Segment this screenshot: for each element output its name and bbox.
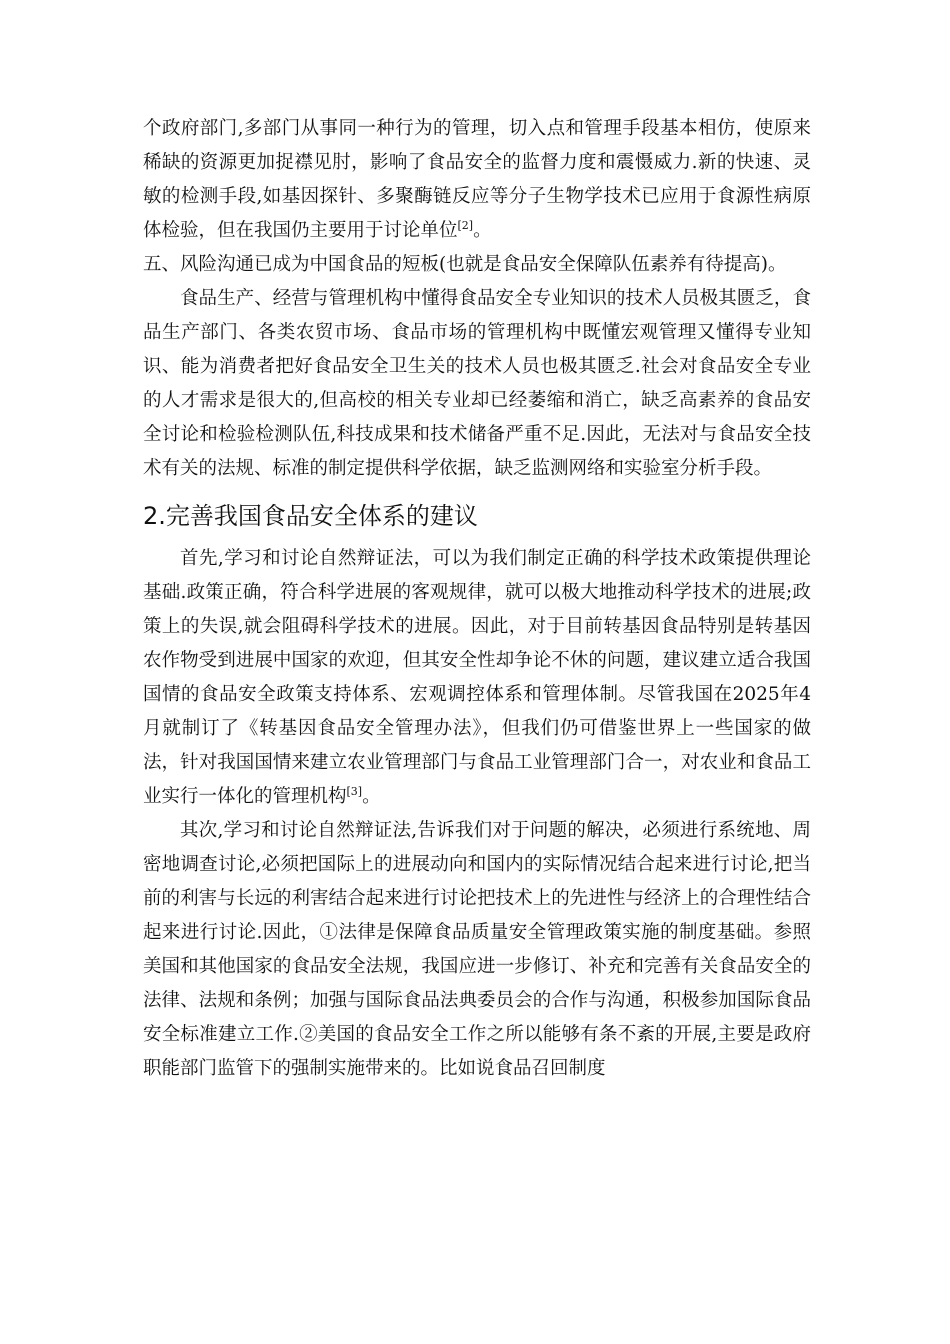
paragraph-continuation [143, 112, 811, 248]
citation-marker: [2] [457, 218, 474, 232]
paragraph-text: 首先,学习和讨论自然辩证法，可以为我们制定正确的科学技术政策提供理论基础.政策正确，符合科学进展的客观规律，就可以极大地推动科学技术的进展;政策上的失误,就会阻碍科学技术的进展。因此，对于目前转基因食品特别是转基因农作物受到进展中国家的欢迎，但其安全性却争论不休的问题，建议建立适合我国国情的食品安全政策支持体系、宏观调控体系和管理体制。尽管我国在2025年4月就制订了《转基因食品安全管理办法》，但我们仍可借鉴世界上一些国家的做法，针对我国国情来建立农业管理部门与食品工业管理部门合一，对农业和食品工业实行一体化的管理机构 [143, 548, 811, 807]
paragraph-second-suggestion: 其次,学习和讨论自然辩证法,告诉我们对于问题的解决，必须进行系统地、周密地调查讨论,必须把国际上的进展动向和国内的实际情况结合起来进行讨论,把当前的利害与长远的利害结合起来进行讨论把技术上的先进性与经济上的合理性结合起来进行讨论.因此，①法律是保障食品质量安全管理政策实施的制度基础。参照美国和其他国家的食品安全法规，我国应进一步修订、补充和完善有关食品安全的法律、法规和条例；加强与国际食品法典委员会的合作与沟通，积极参加国际食品安全标准建立工作.②美国的食品安全工作之所以能够有条不紊的开展,主要是政府职能部门监管下的强制实施带来的。比如说食品召回制度 [143, 820, 811, 1079]
paragraph-text: 个政府部门,多部门从事同一种行为的管理，切入点和管理手段基本相仿，使原来稀缺的资源更加捉襟见肘，影响了食品安全的监督力度和震慑威力.新的快速、灵敏的检测手段,如基因探针、多聚酶链反应等分子生物学技术已应用于食源性病原体检验，但在我国仍主要用于讨论单位 [143, 118, 811, 241]
citation-marker: [3] [346, 784, 363, 798]
section-heading: 2.完善我国食品安全体系的建议 [143, 502, 478, 530]
paragraph-first-suggestion [143, 542, 811, 814]
document-body [143, 112, 811, 1086]
paragraph-tail: 。 [473, 220, 492, 241]
list-item-five: 五、风险沟通已成为中国食品的短板(也就是食品安全保障队伍素养有待提高)。 [143, 254, 787, 275]
paragraph-tail: 。 [362, 786, 381, 807]
paragraph-talent-shortage: 食品生产、经营与管理机构中懂得食品安全专业知识的技术人员极其匮乏，食品生产部门、各类农贸市场、食品市场的管理机构中既懂宏观管理又懂得专业知识、能为消费者把好食品安全卫生关的技术人员也极其匮乏.社会对食品安全专业的人才需求是很大的,但高校的相关专业却已经萎缩和消亡，缺乏高素养的食品安全讨论和检验检测队伍,科技成果和技术储备严重不足.因此，无法对与食品安全技术有关的法规、标准的制定提供科学依据，缺乏监测网络和实验室分析手段。 [143, 288, 811, 479]
